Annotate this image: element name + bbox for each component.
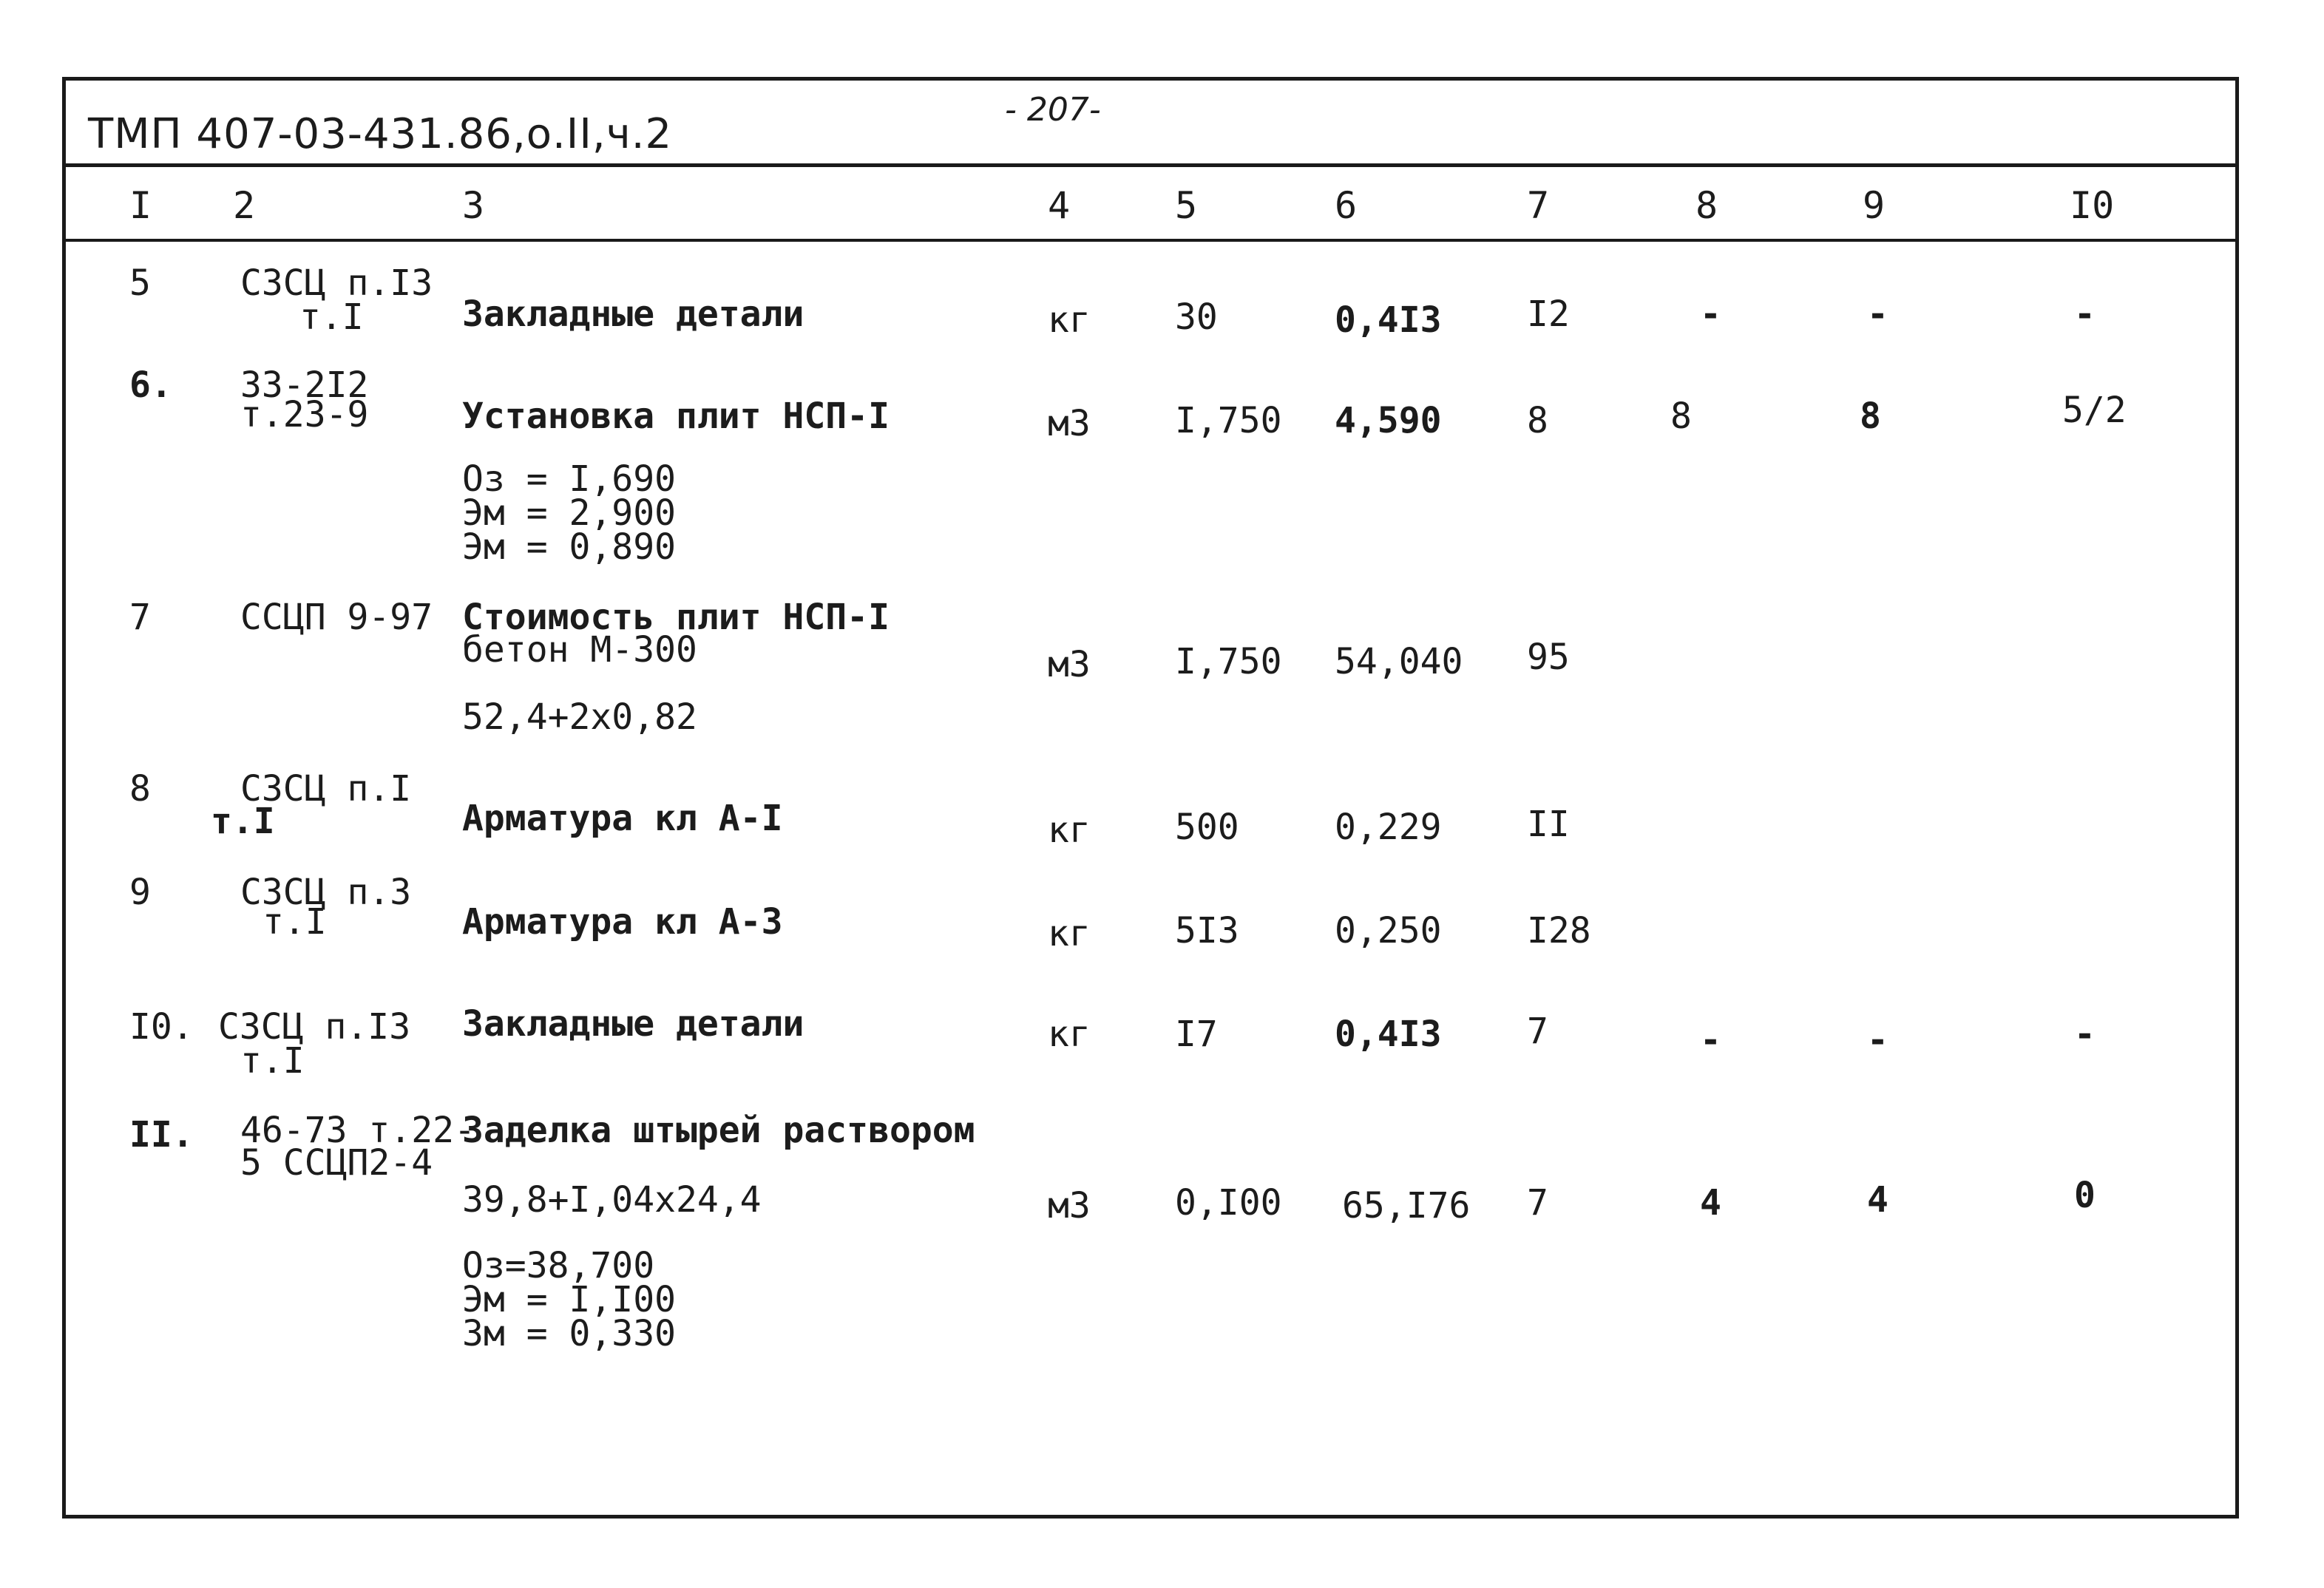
row-number: 8: [129, 768, 151, 810]
row-col9: -: [1867, 1019, 1888, 1061]
row-quantity: 500: [1175, 807, 1239, 848]
row-number: 7: [129, 597, 151, 638]
column-header: 9: [1863, 184, 1886, 227]
column-header: 8: [1695, 184, 1718, 227]
row-col9: 8: [1860, 396, 1881, 437]
row-notes: Оз=38,700 Эм = I,I00 Зм = 0,330: [462, 1245, 676, 1354]
page-number: - 207-: [1005, 91, 1101, 129]
row-unit: кг: [1048, 913, 1091, 954]
row-number: 5: [129, 262, 151, 304]
row-col7: I2: [1527, 293, 1570, 335]
row-col9: -: [1867, 293, 1888, 335]
column-header: 5: [1175, 184, 1198, 227]
column-header: 6: [1335, 184, 1358, 227]
row-description: Закладные детали: [462, 1003, 804, 1045]
row-code: 46-73 т.22-: [240, 1110, 475, 1151]
row-price: 0,4I3: [1335, 1014, 1442, 1055]
row-col10: 0: [2074, 1175, 2096, 1216]
row-quantity: 0,I00: [1175, 1182, 1282, 1224]
row-col8: -: [1700, 293, 1721, 335]
row-quantity: I,750: [1175, 400, 1282, 441]
row-description: Арматура кл А-I: [462, 798, 783, 839]
row-code: СЗСЦ п.3: [240, 872, 412, 913]
row-col7: 8: [1527, 400, 1548, 441]
row-unit: м3: [1048, 1185, 1091, 1226]
row-description: Заделка штырей раствором: [462, 1110, 975, 1151]
row-code-table: т.I: [262, 901, 327, 943]
row-col7: 7: [1527, 1011, 1548, 1052]
row-col8: 4: [1700, 1182, 1721, 1224]
row-description: Арматура кл А-3: [462, 901, 783, 943]
row-number: 9: [129, 872, 151, 913]
row-code-table: т.23-9: [240, 394, 369, 435]
row-code-table: т.I: [299, 296, 364, 338]
row-col10: -: [2074, 293, 2096, 335]
row-unit: кг: [1048, 1014, 1091, 1055]
row-quantity: I7: [1175, 1014, 1218, 1055]
row-quantity: I,750: [1175, 641, 1282, 682]
column-header: I0: [2070, 184, 2115, 227]
row-unit: кг: [1048, 810, 1091, 851]
row-unit: м3: [1048, 644, 1091, 685]
row-price: 4,590: [1335, 400, 1442, 441]
row-col7: I28: [1527, 910, 1591, 951]
row-number: II.: [129, 1114, 194, 1156]
column-header: I: [129, 184, 152, 227]
row-col7: 7: [1527, 1182, 1548, 1224]
row-col8: -: [1700, 1019, 1721, 1061]
row-code: ССЦП 9-97: [240, 597, 433, 638]
row-price: 0,4I3: [1335, 299, 1442, 341]
row-code-table: т.I: [211, 801, 275, 842]
row-notes: Оз = I,690 Эм = 2,900 Эм = 0,890: [462, 458, 676, 568]
row-code-table: 5 ССЦП2-4: [240, 1142, 433, 1184]
row-description-2: бетон М-300: [462, 629, 697, 671]
header-rule: [66, 163, 2235, 167]
row-col10: -: [2074, 1014, 2096, 1055]
row-number: I0.: [129, 1006, 194, 1048]
column-header: 7: [1527, 184, 1550, 227]
row-col7: II: [1527, 804, 1570, 845]
column-header: 2: [233, 184, 256, 227]
row-description-2: 39,8+I,04х24,4: [462, 1179, 762, 1221]
row-code: СЗСЦ п.I3: [240, 262, 433, 304]
row-code: СЗСЦ п.I: [240, 768, 412, 810]
row-description: Стоимость плит НСП-I: [462, 597, 890, 638]
row-quantity: 5I3: [1175, 910, 1239, 951]
row-price: 0,250: [1335, 910, 1442, 951]
column-header: 4: [1048, 184, 1071, 227]
row-price: 0,229: [1335, 807, 1442, 848]
row-description: Закладные детали: [462, 293, 804, 335]
row-unit: кг: [1048, 299, 1091, 341]
row-unit: м3: [1048, 403, 1091, 444]
row-col7: 95: [1527, 637, 1570, 678]
row-notes: 52,4+2х0,82: [462, 696, 697, 738]
document-sheet: [62, 77, 2239, 1519]
row-code: СЗСЦ п.I3: [218, 1006, 411, 1048]
row-description: Установка плит НСП-I: [462, 396, 890, 437]
column-header-rule: [66, 239, 2235, 242]
row-price: 54,040: [1335, 641, 1463, 682]
row-col9: 4: [1867, 1179, 1888, 1221]
row-code: 33-2I2: [240, 364, 369, 406]
row-col8: 8: [1670, 396, 1692, 437]
row-col10: 5/2: [2062, 390, 2127, 431]
row-quantity: 30: [1175, 296, 1218, 338]
document-title: ТМП 407-03-431.86,о.II,ч.2: [88, 110, 673, 158]
column-header: 3: [462, 184, 485, 227]
row-number: 6.: [129, 364, 172, 406]
row-price: 65,I76: [1342, 1185, 1471, 1226]
row-code-table: т.I: [240, 1040, 305, 1082]
